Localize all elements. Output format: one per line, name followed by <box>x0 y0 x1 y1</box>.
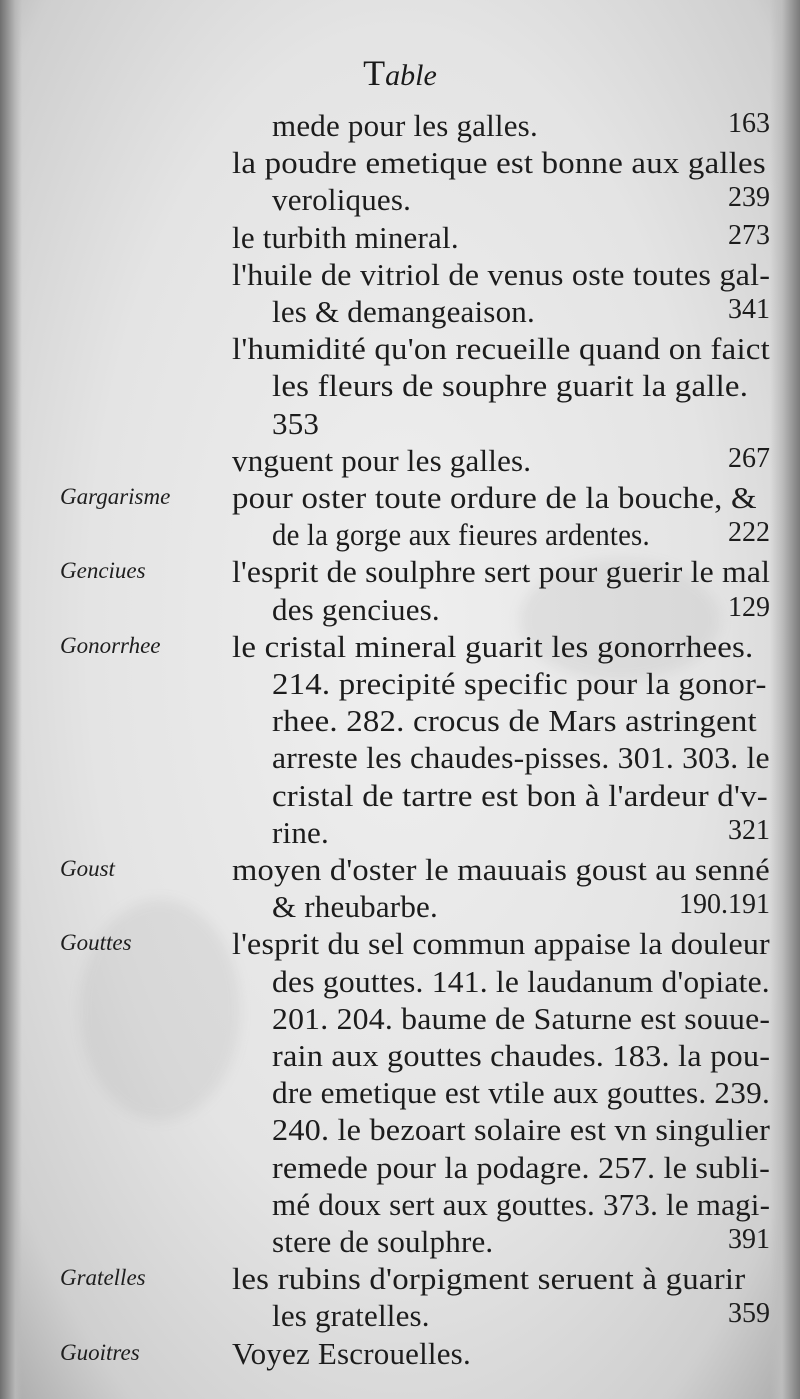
entry-text: vnguent pour les galles. <box>232 442 532 478</box>
entry-text: cristal de tartre est bon à l'ardeur d'v- <box>272 777 768 813</box>
entry-text: remede pour la podagre. 257. le subli- <box>272 1149 771 1185</box>
entry-text: les gratelles. <box>272 1298 430 1334</box>
index-line <box>0 1038 800 1076</box>
index-line <box>0 1224 800 1262</box>
page-number: 359 <box>728 1298 770 1330</box>
index-heading: Guoitres <box>60 1339 140 1365</box>
entry-text: arreste les chaudes-pisses. 301. 303. le <box>272 740 770 776</box>
entry-text: les fleurs de souphre guarit la galle. <box>272 368 749 404</box>
entry-text: 214. precipité specific pour la gonor- <box>272 666 767 701</box>
index-heading: Goust <box>60 856 115 881</box>
index-line <box>0 815 800 853</box>
entry-text: 240. le bezoart solaire est vn singulier <box>272 1112 771 1148</box>
entry-text: rine. <box>272 814 329 850</box>
index-line <box>0 1075 800 1113</box>
entry-text: les rubins d'orpigment seruent à guarir <box>232 1261 746 1297</box>
index-line <box>0 740 800 778</box>
index-line <box>0 1001 800 1039</box>
entry-text: veroliques. <box>272 182 412 218</box>
index-heading: Genciues <box>60 558 146 584</box>
entry-text: des gouttes. 141. le laudanum d'opiate. <box>272 963 770 999</box>
index-line <box>0 778 800 816</box>
page-number: 239 <box>728 182 770 214</box>
index-heading: Gouttes <box>60 930 132 956</box>
index-line <box>0 257 800 295</box>
index-line <box>0 852 800 890</box>
index-heading: Gratelles <box>60 1265 146 1291</box>
entry-text: l'huile de vitriol de venus oste toutes gal- <box>232 256 771 292</box>
index-heading: Gonorrhee <box>60 632 161 658</box>
index-line <box>0 331 800 369</box>
page-number: 222 <box>728 517 770 549</box>
index-line <box>0 926 800 964</box>
index-line <box>0 220 800 258</box>
page-number: 267 <box>728 442 770 474</box>
index-line <box>0 294 800 332</box>
entry-text: pour oster toute ordure de la bouche, & <box>232 480 757 515</box>
entry-text: stere de soulphre. <box>272 1224 494 1259</box>
index-line <box>0 443 800 481</box>
entry-text: 353 <box>272 405 320 441</box>
entry-text: moyen d'oster le mauuais goust au senné <box>232 852 770 887</box>
index-line <box>0 889 800 927</box>
index-line <box>0 666 800 704</box>
entry-text: l'esprit du sel commun appaise la douleur <box>232 926 770 962</box>
page-number: 321 <box>728 814 770 846</box>
entry-text: rain aux gouttes chaudes. 183. la pou- <box>272 1038 771 1073</box>
page-number: 391 <box>728 1224 770 1255</box>
entry-text: la poudre emetique est bonne aux galles <box>232 145 766 181</box>
index-line <box>0 108 800 146</box>
entry-text: des genciues. <box>272 591 440 627</box>
index-line <box>0 554 800 592</box>
entry-text: rhee. 282. crocus de Mars astringent <box>272 703 757 739</box>
page-number: 129 <box>728 591 770 623</box>
entry-text: l'esprit de soulphre sert pour guerir le mal <box>232 554 771 590</box>
entry-text: Voyez Escrouelles. <box>232 1335 471 1371</box>
index-line <box>0 1150 800 1188</box>
page-number: 341 <box>728 294 770 325</box>
header-rest: able <box>385 59 437 92</box>
index-line <box>0 629 800 667</box>
index-line <box>0 1112 800 1150</box>
index-line <box>0 1298 800 1336</box>
index-line <box>0 368 800 406</box>
entry-text: l'humidité qu'on recueille quand on faict <box>232 331 770 367</box>
page-number: 273 <box>728 219 770 251</box>
entry-text: 201. 204. baume de Saturne est souue- <box>272 1000 771 1036</box>
index-line <box>0 145 800 183</box>
entry-text: dre emetique est vtile aux gouttes. 239. <box>272 1075 770 1111</box>
entry-text: mé doux sert aux gouttes. 373. le magi- <box>272 1186 771 1222</box>
running-header <box>0 52 800 94</box>
page-number: 163 <box>728 108 770 139</box>
index-line <box>0 480 800 518</box>
entry-text: & rheubarbe. <box>272 889 438 925</box>
index-line <box>0 182 800 220</box>
entry-text: de la gorge aux fieures ardentes. <box>272 517 650 553</box>
index-line <box>0 406 800 444</box>
entry-text: le cristal mineral guarit les gonorrhees. <box>232 628 754 664</box>
index-line <box>0 592 800 630</box>
header-initial: T <box>363 53 386 93</box>
index-line <box>0 703 800 741</box>
index-line <box>0 1261 800 1299</box>
index-heading: Gargarisme <box>60 484 171 509</box>
entry-text: les & demangeaison. <box>272 294 535 329</box>
entry-text: le turbith mineral. <box>232 219 459 255</box>
entry-text: mede pour les galles. <box>272 108 538 143</box>
index-line <box>0 1336 800 1374</box>
index-line <box>0 964 800 1002</box>
index-line <box>0 517 800 555</box>
page-number: 190.191 <box>679 889 770 921</box>
index-line <box>0 1187 800 1225</box>
